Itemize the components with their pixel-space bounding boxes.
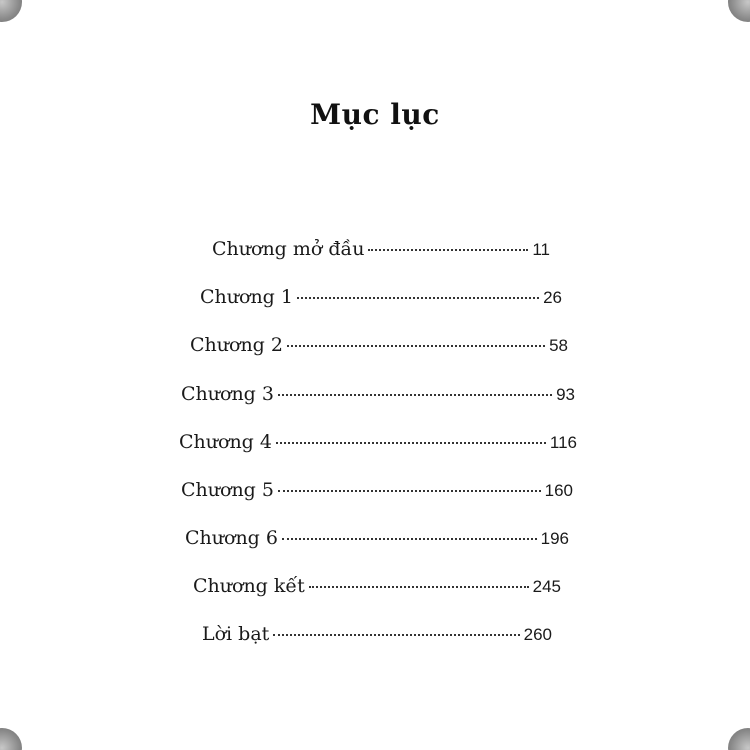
corner-clip-decoration [728,728,750,750]
toc-entry-page: 11 [532,240,550,259]
toc-entry [181,479,573,505]
toc-dot-leader [287,345,545,347]
toc-entry [200,286,562,312]
toc-entry-label: Chương kết [193,575,305,597]
corner-clip-decoration [0,728,22,750]
toc-entry-label: Chương 1 [200,286,293,308]
toc-entry-page: 26 [543,288,562,307]
toc-entry-page: 116 [549,433,577,452]
toc-entry-label: Chương 4 [179,431,272,453]
toc-dot-leader [273,634,519,636]
toc-entry-label: Chương 3 [181,383,274,405]
toc-entry-page: 160 [544,481,573,500]
toc-dot-leader [282,538,537,540]
toc-entry [185,527,569,553]
toc-entry-label: Chương mở đầu [212,238,365,260]
toc-entry [193,575,561,601]
toc-entry-page: 260 [523,625,552,644]
toc-entry [212,238,550,264]
toc-entry-label: Chương 2 [190,334,283,356]
toc-entry [179,431,577,457]
toc-entry-label: Lời bạt [202,623,270,645]
toc-entry-label: Chương 6 [185,527,278,549]
corner-clip-decoration [728,0,750,22]
toc-dot-leader [278,394,552,396]
toc-dot-leader [297,297,539,299]
toc-dot-leader [278,490,541,492]
toc-entry-page: 58 [549,336,568,355]
toc-entry [202,623,552,649]
toc-dot-leader [276,442,546,444]
toc-entry-page: 245 [532,577,561,596]
corner-clip-decoration [0,0,22,22]
toc-dot-leader [309,586,529,588]
toc-entry-label: Chương 5 [181,479,274,501]
toc-dot-leader [368,249,528,251]
toc-entry [190,334,568,360]
page-title: Mục lục [310,98,440,131]
toc-entry-page: 93 [556,385,575,404]
toc-entry [181,383,575,409]
toc-entry-page: 196 [540,529,569,548]
